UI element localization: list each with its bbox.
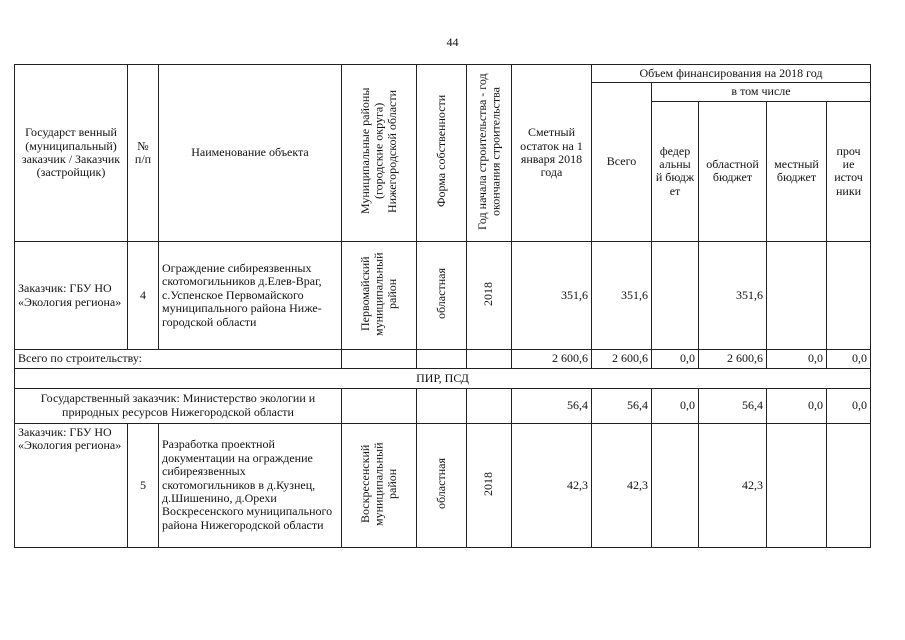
- row-balance: 42,3: [512, 423, 592, 547]
- section-title: ПИР, ПСД: [15, 368, 871, 388]
- row-ownership: областная: [417, 423, 467, 547]
- row-other: [827, 241, 871, 349]
- row-number: 5: [128, 423, 159, 547]
- construction-total-total: 2 600,6: [592, 350, 652, 368]
- header-object-name: Наименование объекта: [159, 65, 342, 242]
- header-districts: Муниципальные районы (городские округа) Нижегородской области: [342, 65, 417, 242]
- page-number: 44: [446, 35, 459, 49]
- construction-total-balance: 2 600,6: [512, 350, 592, 368]
- gov-customer-federal: 0,0: [652, 388, 699, 423]
- empty-cell: [342, 388, 417, 423]
- section-row: [15, 368, 871, 388]
- header-federal: федер альны й бюдж ет: [652, 101, 699, 241]
- header-customer: Государст венный (муниципальный) заказчик / Заказчик (застройщик): [15, 65, 128, 242]
- row-object: Ограждение сибиреязвенных скотомогильников д.Елев-Враг, с.Успенское Первомайского муниципального района Ниже-городской области: [159, 241, 342, 349]
- row-year: 2018: [467, 241, 512, 349]
- header-years: Год начала строительства - год окончания строительства: [467, 65, 512, 242]
- header-ownership: Форма собственности: [417, 65, 467, 242]
- row-ownership: областная: [417, 241, 467, 349]
- row-number: 4: [128, 241, 159, 349]
- header-funding-title: Объем финансирования на 2018 год: [592, 65, 871, 83]
- row-balance: 351,6: [512, 241, 592, 349]
- empty-cell: [417, 350, 467, 368]
- header-number: № п/п: [128, 65, 159, 242]
- construction-total-row: [15, 350, 871, 368]
- row-federal: [652, 423, 699, 547]
- row-district: Воскресенский муниципальный район: [342, 423, 417, 547]
- gov-customer-regional: 56,4: [699, 388, 767, 423]
- gov-customer-row: [15, 388, 871, 423]
- construction-total-other: 0,0: [827, 350, 871, 368]
- row-local: [767, 423, 827, 547]
- row-other: [827, 423, 871, 547]
- table-row: [15, 241, 871, 349]
- header-other: проч ие источ ники: [827, 101, 871, 241]
- empty-cell: [342, 350, 417, 368]
- row-regional: 351,6: [699, 241, 767, 349]
- construction-total-federal: 0,0: [652, 350, 699, 368]
- row-local: [767, 241, 827, 349]
- header-including: в том числе: [652, 83, 871, 101]
- header-local: местный бюджет: [767, 101, 827, 241]
- header-regional: областной бюджет: [699, 101, 767, 241]
- gov-customer-other: 0,0: [827, 388, 871, 423]
- row-federal: [652, 241, 699, 349]
- row-total: 351,6: [592, 241, 652, 349]
- gov-customer-local: 0,0: [767, 388, 827, 423]
- empty-cell: [417, 388, 467, 423]
- table-row: [15, 423, 871, 547]
- funding-table: [14, 64, 871, 548]
- empty-cell: [467, 388, 512, 423]
- row-total: 42,3: [592, 423, 652, 547]
- row-regional: 42,3: [699, 423, 767, 547]
- gov-customer-balance: 56,4: [512, 388, 592, 423]
- row-year: 2018: [467, 423, 512, 547]
- row-district: Первомайский муниципальный район: [342, 241, 417, 349]
- row-object: Разработка проектной документации на ограждение сибиреязвенных скотомогильников в д.Кузнец, д.Шишенино, д.Орехи Воскресенского муниципального района Нижегородской области: [159, 423, 342, 547]
- gov-customer-label: Государственный заказчик: Министерство экологии и природных ресурсов Нижегородской области: [15, 388, 342, 423]
- header-balance: Сметный остаток на 1 января 2018 года: [512, 65, 592, 242]
- empty-cell: [467, 350, 512, 368]
- construction-total-label: Всего по строительству:: [15, 350, 342, 368]
- gov-customer-total: 56,4: [592, 388, 652, 423]
- row-customer: Заказчик: ГБУ НО «Экология региона»: [15, 241, 128, 349]
- construction-total-local: 0,0: [767, 350, 827, 368]
- header-total: Всего: [592, 83, 652, 241]
- construction-total-regional: 2 600,6: [699, 350, 767, 368]
- row-customer: Заказчик: ГБУ НО «Экология региона»: [15, 423, 128, 547]
